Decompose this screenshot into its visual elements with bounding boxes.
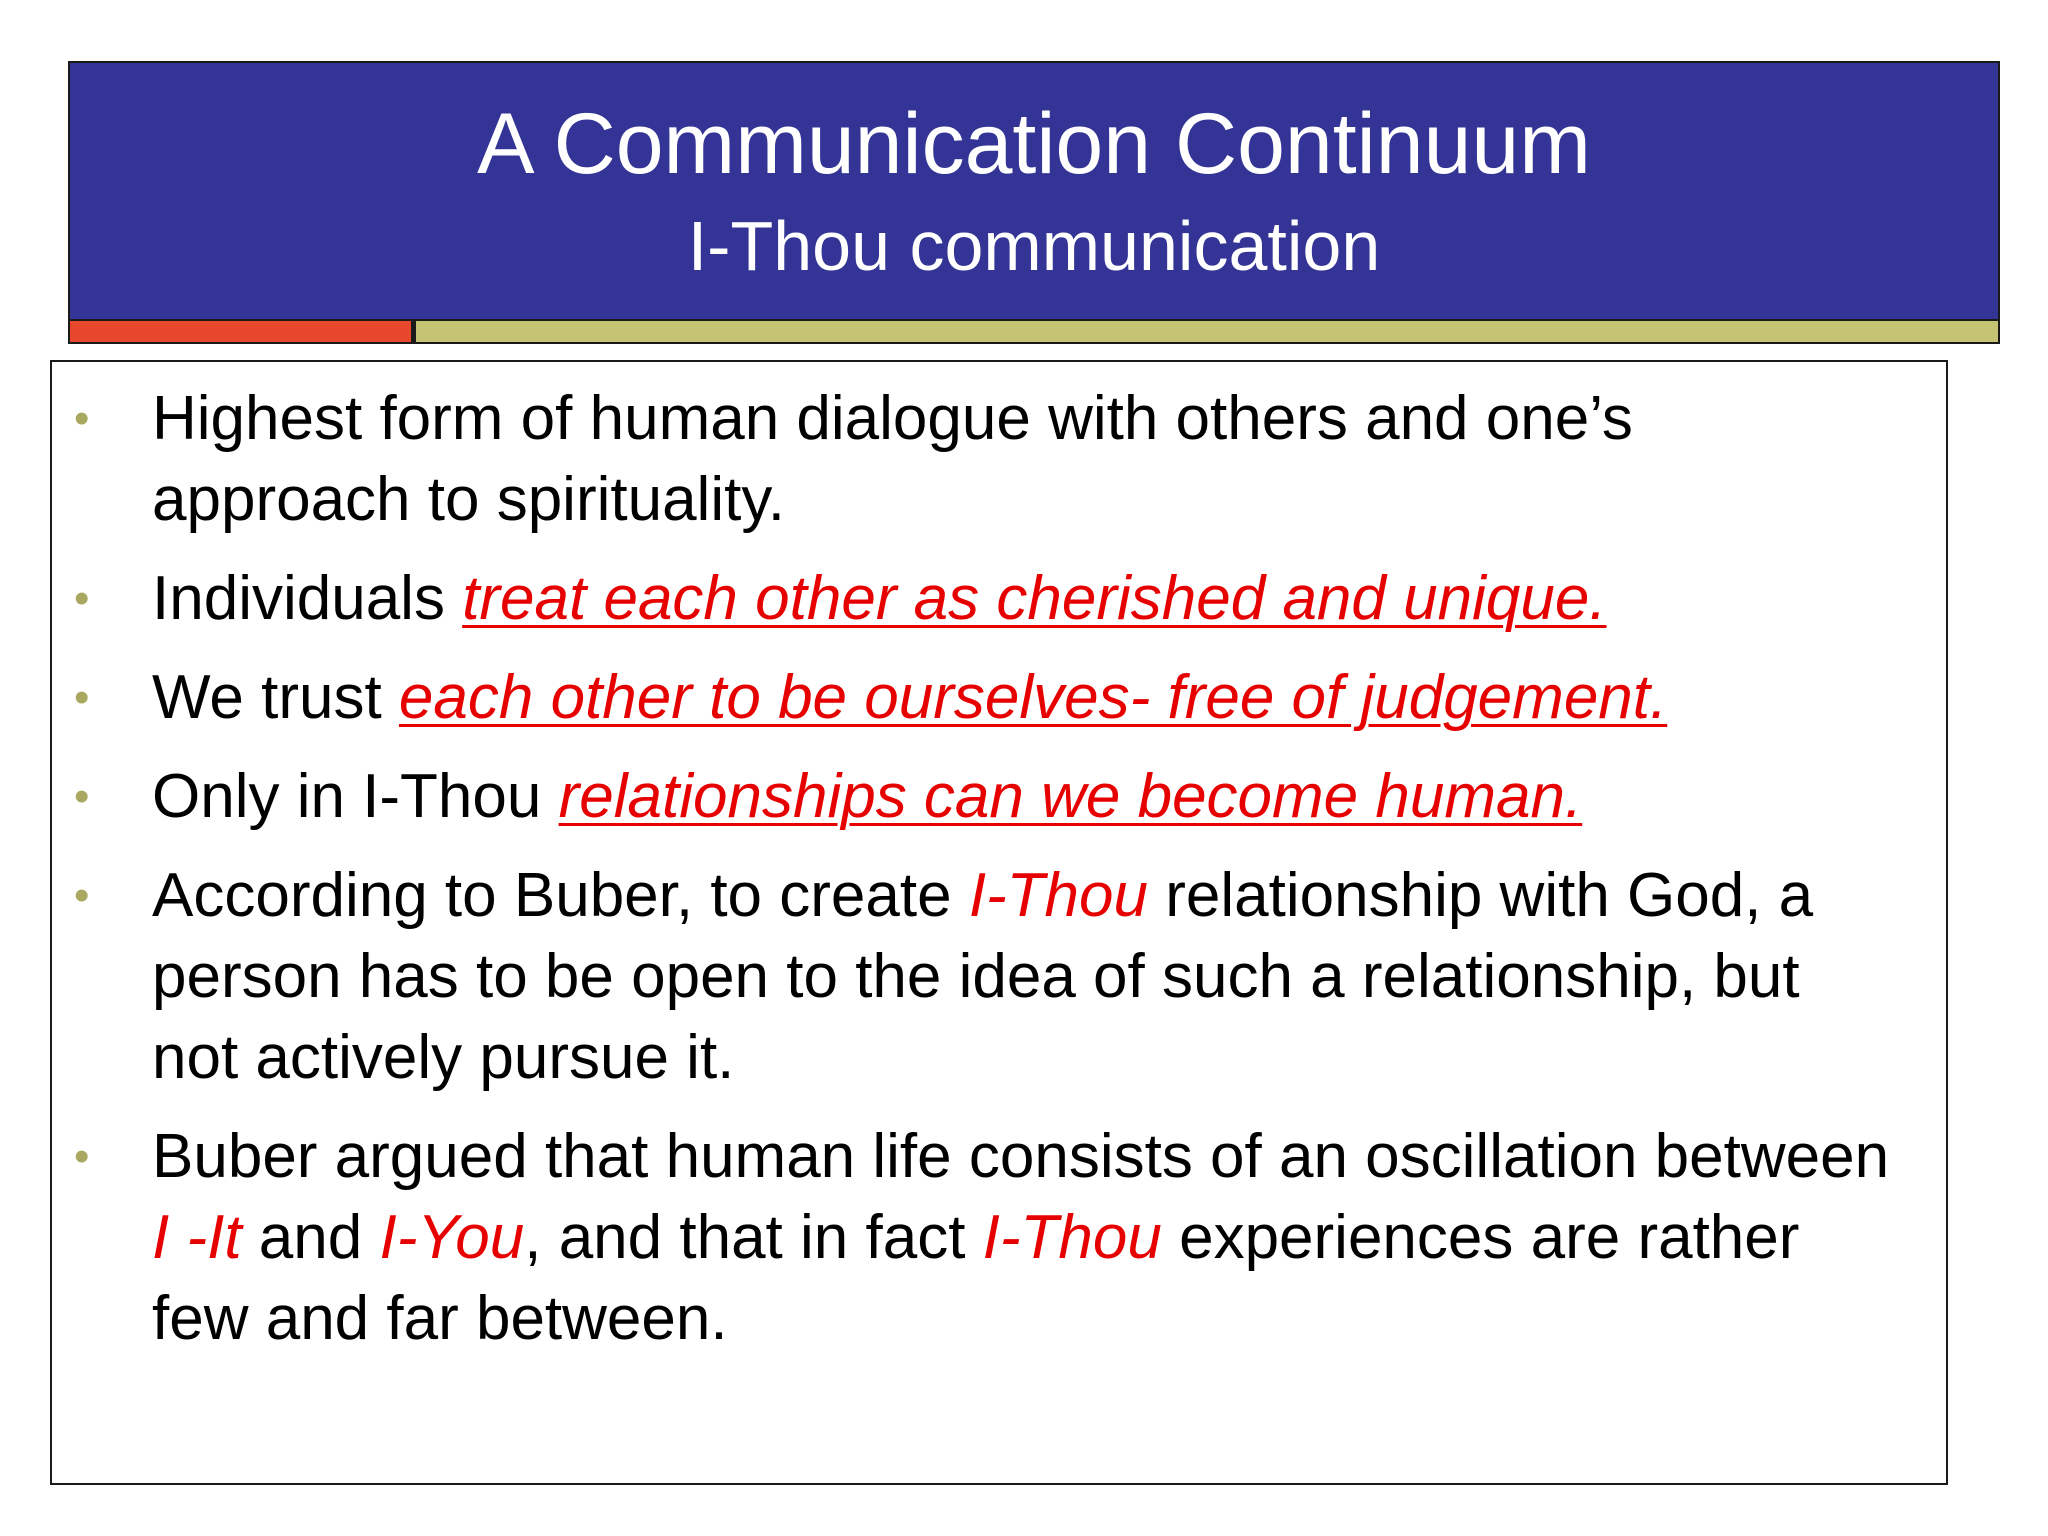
bullet-text: Highest form of human dialogue with others and one’s approach to spirituality. <box>152 384 1633 534</box>
bullet-text: relationship with God, a person has to be open to the idea of such a relationship, but not actively pursue it. <box>152 861 1814 1092</box>
bullet-dot-icon: • <box>74 1132 90 1181</box>
bullet-text: experiences are rather few and far between. <box>152 1203 1800 1353</box>
bullet-emphasis: I-You <box>379 1203 525 1272</box>
bullet-item <box>52 756 1902 837</box>
bullet-item <box>52 558 1902 639</box>
bullet-list <box>52 378 1902 1377</box>
title-bar <box>68 61 2000 321</box>
bullet-dot-icon: • <box>74 574 90 623</box>
bullet-emphasis: each other to be ourselves- free of judgement. <box>398 663 1668 732</box>
bullet-item <box>52 855 1902 1098</box>
bullet-emphasis: treat each other as cherished and unique. <box>462 564 1607 633</box>
bullet-text: , and that in fact <box>524 1203 983 1272</box>
accent-stripe-olive <box>413 321 2000 344</box>
bullet-text: We trust <box>152 663 399 732</box>
slide-subtitle: I-Thou communication <box>687 207 1381 285</box>
bullet-emphasis: I-Thou <box>982 1203 1162 1272</box>
bullet-dot-icon: • <box>74 871 90 920</box>
bullet-emphasis: I -It <box>152 1203 242 1272</box>
bullet-dot-icon: • <box>74 772 90 821</box>
bullet-text: Only in I-Thou <box>152 762 559 831</box>
accent-stripe-red <box>68 321 413 344</box>
bullet-text: According to Buber, to create <box>152 861 969 930</box>
bullet-text: and <box>241 1203 380 1272</box>
content-box <box>50 360 1948 1485</box>
bullet-item <box>52 657 1902 738</box>
bullet-emphasis: I-Thou <box>968 861 1149 930</box>
bullet-text: Individuals <box>152 564 463 633</box>
bullet-item <box>52 378 1902 540</box>
bullet-dot-icon: • <box>74 394 90 443</box>
bullet-item <box>52 1116 1902 1359</box>
bullet-text: Buber argued that human life consists of an oscillation between <box>152 1122 1890 1191</box>
bullet-dot-icon: • <box>74 673 90 722</box>
slide-title: A Communication Continuum <box>477 96 1591 192</box>
bullet-emphasis: relationships can we become human. <box>558 762 1583 831</box>
